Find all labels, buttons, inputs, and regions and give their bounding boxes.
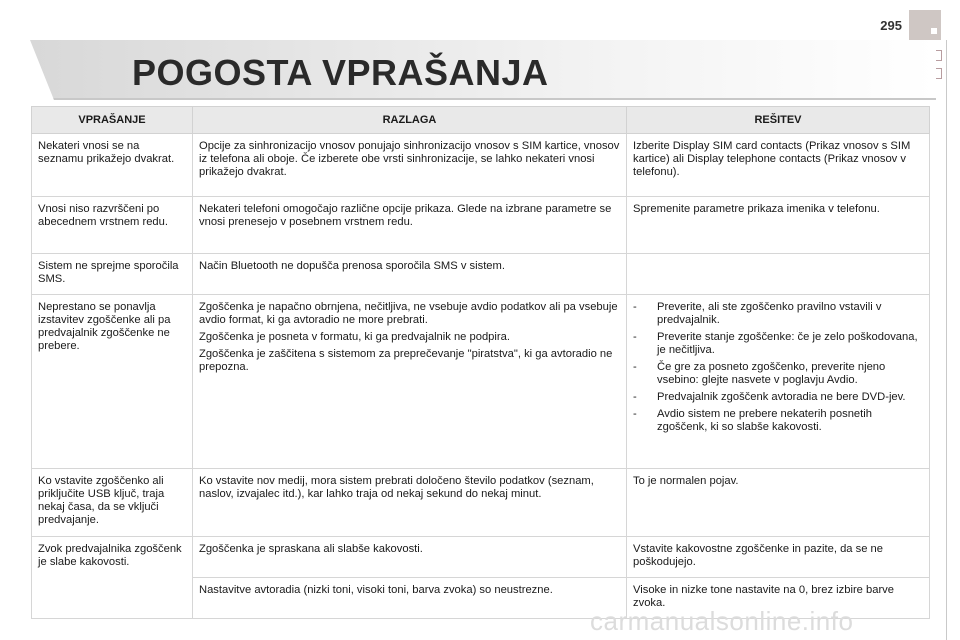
explanation-text: Zgoščenka je napačno obrnjena, nečitljiva, ne vsebuje avdio podatkov ali pa vsebuje avdio format, ki ga avtoradio ne more prebrati. (199, 301, 618, 326)
table-row (32, 134, 930, 197)
explanation-cell (193, 197, 627, 254)
solution-cell: To je normalen pojav. (627, 469, 930, 537)
explanation-text: Zgoščenka je zaščitena s sistemom za preprečevanje "piratstva", ki ga avtoradio ne prepozna. (199, 348, 613, 373)
explanation-cell (193, 254, 627, 295)
explanation-text: Opcije za sinhronizacijo vnosov ponujajo sinhronizacijo vnosov s SIM kartice, vnosov iz telefona ali oboje. Če izberete obe vrsti sinhronizacije, se lahko nekateri vnosi prikažejo dvakrat. (199, 140, 620, 178)
explanation-cell (193, 134, 627, 197)
column-header-question: VPRAŠANJE (32, 107, 193, 134)
question-cell: Nekateri vnosi se na seznamu prikažejo dvakrat. (32, 134, 193, 197)
solution-list (633, 301, 924, 434)
column-header-solution: REŠITEV (627, 107, 930, 134)
question-cell: Neprestano se ponavlja izstavitev zgoščenke ali pa predvajalnik zgoščenke ne prebere. (32, 295, 193, 469)
question-cell: Zvok predvajalnika zgoščenk je slabe kakovosti. (32, 537, 193, 619)
table-row (32, 537, 930, 578)
solution-cell: Vstavite kakovostne zgoščenke in pazite, da se ne poškodujejo. (627, 537, 930, 578)
explanation-cell (193, 295, 627, 469)
page-corner-tab (909, 10, 941, 40)
solution-list-item: - Avdio sistem ne prebere nekaterih posnetih zgoščenk, ki so slabše kakovosti. (633, 408, 924, 434)
explanation-text: Način Bluetooth ne dopušča prenosa sporočila SMS v sistem. (199, 260, 505, 272)
table-header-row (32, 107, 930, 134)
watermark: carmanualsonline.info (590, 606, 854, 636)
solution-cell: Izberite Display SIM card contacts (Prikaz vnosov s SIM kartice) ali Display telephone contacts (Prikaz vnosov v telefonu). (627, 134, 930, 197)
column-header-explanation: RAZLAGA (193, 107, 627, 134)
page-number: 295 (880, 18, 902, 33)
question-cell: Ko vstavite zgoščenko ali priključite USB ključ, traja nekaj časa, da se vključi predvajanje. (32, 469, 193, 537)
table-row (32, 469, 930, 537)
explanation-text: Zgoščenka je spraskana ali slabše kakovosti. (199, 543, 423, 555)
corner-dot (931, 28, 937, 34)
solution-list-item: - Preverite, ali ste zgoščenko pravilno vstavili v predvajalnik. (633, 301, 924, 327)
solution-cell (627, 254, 930, 295)
explanation-text: Zgoščenka je posneta v formatu, ki ga predvajalnik ne podpira. (199, 331, 510, 343)
explanation-cell (193, 537, 627, 578)
explanation-cell (193, 469, 627, 537)
faq-table (31, 106, 930, 619)
table-row (32, 254, 930, 295)
question-cell: Vnosi niso razvrščeni po abecednem vrstnem redu. (32, 197, 193, 254)
question-cell: Sistem ne sprejme sporočila SMS. (32, 254, 193, 295)
explanation-cell (193, 578, 627, 619)
explanation-text: Nekateri telefoni omogočajo različne opcije prikaza. Glede na izbrane parametre se vnosi prenesejo v posebnem vrstnem redu. (199, 203, 612, 228)
page-title: POGOSTA VPRAŠANJA (132, 52, 549, 93)
side-rule (946, 40, 947, 640)
explanation-text: Nastavitve avtoradia (nizki toni, visoki toni, barva zvoka) so neustrezne. (199, 584, 553, 596)
solution-cell: Visoke in nizke tone nastavite na 0, brez izbire barve zvoka. (627, 578, 930, 619)
solution-cell (627, 295, 930, 469)
table-row (32, 197, 930, 254)
explanation-text: Ko vstavite nov medij, mora sistem prebrati določeno število podatkov (seznam, naslov, izvajalec itd.), kar lahko traja od nekaj sekund do nekaj minut. (199, 475, 594, 500)
solution-list-item: - Predvajalnik zgoščenk avtoradia ne bere DVD-jev. (633, 391, 924, 404)
solution-cell: Spremenite parametre prikaza imenika v telefonu. (627, 197, 930, 254)
solution-list-item: - Preverite stanje zgoščenke: če je zelo poškodovana, je nečitljiva. (633, 331, 924, 357)
table-row (32, 295, 930, 469)
solution-list-item: - Če gre za posneto zgoščenko, preverite njeno vsebino: glejte nasvete v poglavju Avdio. (633, 361, 924, 387)
